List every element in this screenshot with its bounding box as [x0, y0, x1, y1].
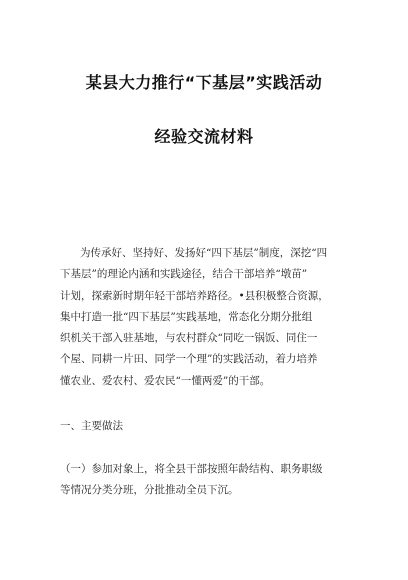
intro-line: 计划，探索新时期年轻干部培养路径。•县积极整合资源， — [60, 289, 329, 302]
item-line: （一）参加对象上，将全县干部按照年龄结构、职务职级 — [60, 463, 323, 475]
intro-line: 个屋、同耕一片田、同学一个理”的实践活动，着力培养 — [60, 353, 318, 366]
intro-line: 织机关干部入驻基地，与农村群众“同吃一锅饭、同住一 — [60, 332, 318, 345]
section-item-paragraph — [60, 459, 360, 502]
item-line: 等情况分类分班，分批推动全员下沉。 — [60, 484, 239, 497]
document-subtitle: 经验交流材料 — [154, 127, 254, 146]
intro-line: 下基层”的理论内涵和实践途径，结合干部培养“墩苗” — [60, 268, 308, 281]
document-title: 某县大力推行“下基层”实践活动 — [85, 73, 323, 92]
intro-line: 懂农业、爱农村、爱农民“一懂两爱”的干部。 — [60, 374, 271, 387]
section-heading: 一、主要做法 — [60, 420, 123, 432]
intro-line: 为传承好、坚持好、发扬好“四下基层”制度，深挖“四 — [80, 247, 328, 259]
intro-paragraph — [60, 243, 360, 392]
intro-line: 集中打造一批“四下基层”实践基地，常态化分期分批组 — [60, 310, 313, 323]
